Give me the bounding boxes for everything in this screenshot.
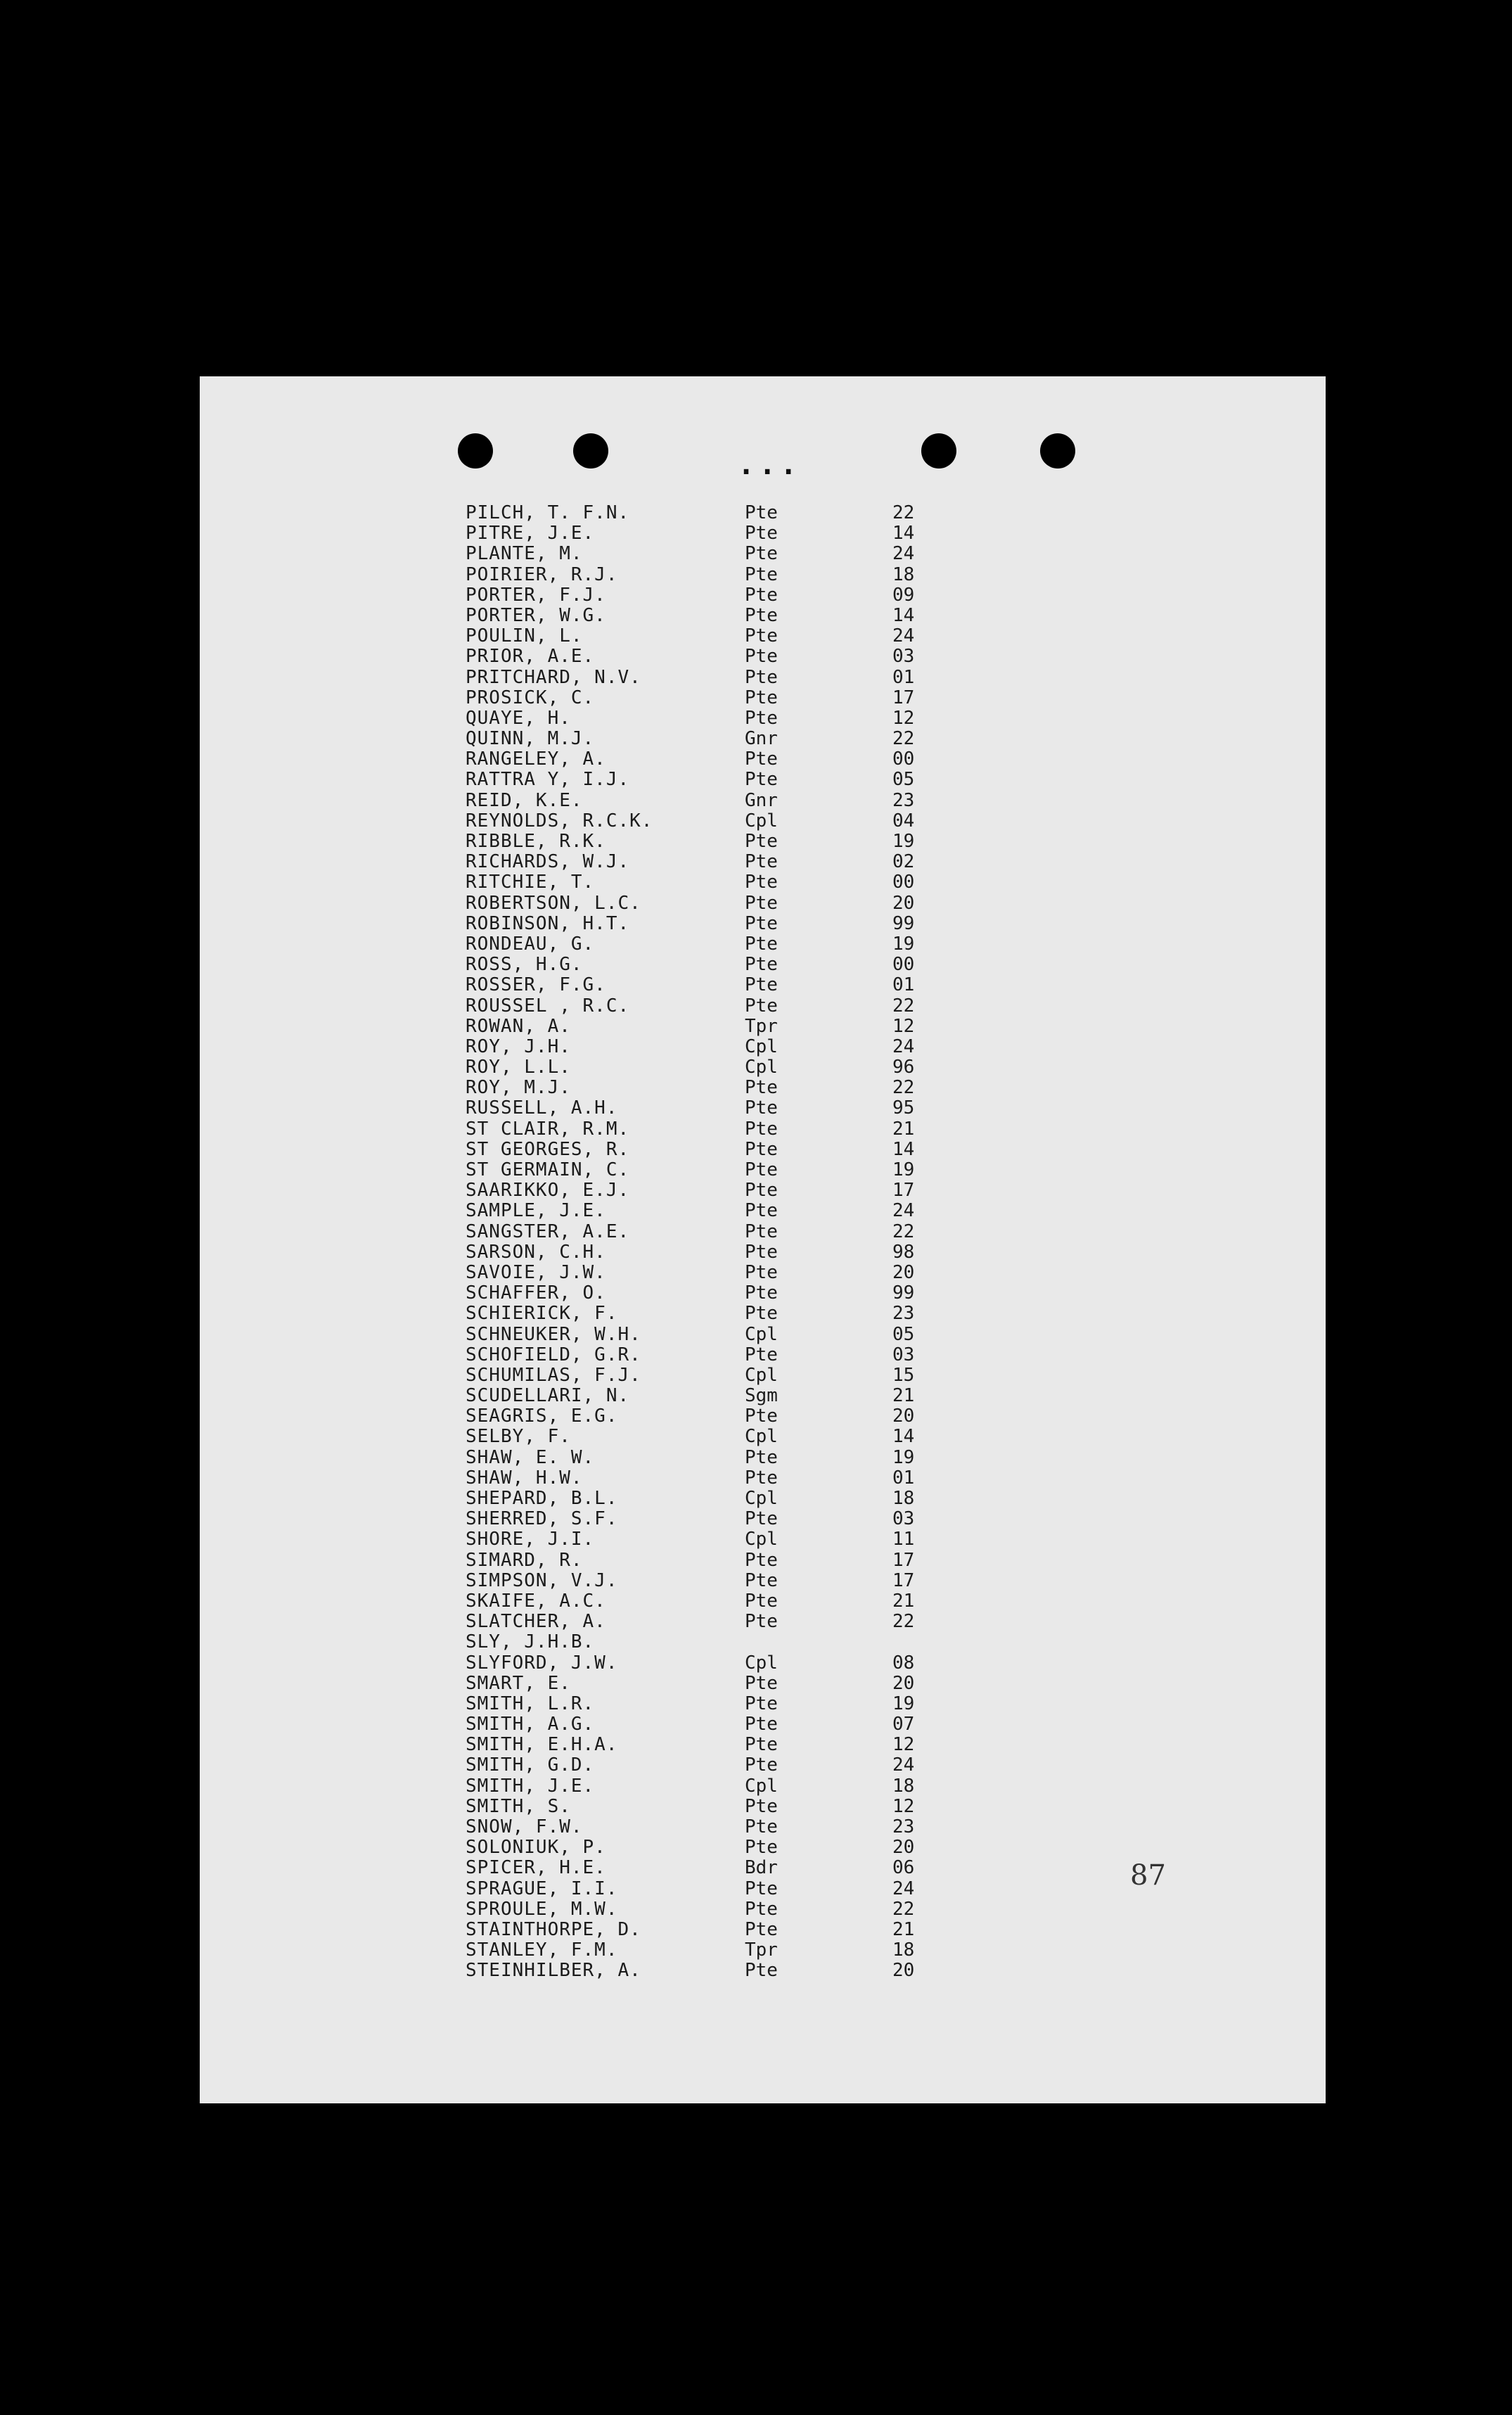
roster-row — [200, 1571, 1326, 1591]
entry-number: 09 — [892, 584, 915, 606]
roster-row — [200, 1386, 1326, 1406]
entry-rank: Pte — [745, 912, 778, 934]
entry-number: 19 — [892, 831, 915, 852]
roster-row — [200, 893, 1326, 914]
entry-name: SCHOFIELD, G.R. — [466, 1344, 641, 1365]
entry-rank: Pte — [745, 1241, 778, 1263]
entry-rank: Pte — [745, 892, 778, 914]
roster-row — [200, 1017, 1326, 1037]
entry-rank: Pte — [745, 1180, 778, 1202]
entry-number: 20 — [892, 1960, 915, 1982]
entry-name: SPICER, H.E. — [466, 1857, 606, 1879]
entry-name: RIBBLE, R.K. — [466, 831, 606, 852]
entry-number: 24 — [892, 625, 915, 647]
entry-rank: Pte — [745, 1261, 778, 1283]
entry-rank: Pte — [745, 1200, 778, 1222]
roster-row — [200, 1612, 1326, 1632]
entry-name: SMITH, A.G. — [466, 1714, 595, 1735]
entry-number: 01 — [892, 666, 915, 688]
roster-row — [200, 1427, 1326, 1447]
entry-rank: Pte — [745, 1344, 778, 1365]
entry-name: REYNOLDS, R.C.K. — [466, 810, 653, 831]
roster-row — [200, 1550, 1326, 1571]
entry-number: 99 — [892, 912, 915, 934]
roster-row — [200, 955, 1326, 975]
entry-number: 19 — [892, 1159, 915, 1180]
entry-number: 12 — [892, 1015, 915, 1037]
roster-row — [200, 646, 1326, 667]
entry-name: RUSSELL, A.H. — [466, 1097, 618, 1119]
roster-row — [200, 996, 1326, 1017]
entry-rank: Pte — [745, 1754, 778, 1776]
entry-rank: Pte — [745, 1611, 778, 1633]
entry-name: SIMARD, R. — [466, 1549, 583, 1571]
entry-name: PILCH, T. F.N. — [466, 502, 630, 523]
entry-number: 20 — [892, 1837, 915, 1859]
entry-rank: Pte — [745, 646, 778, 668]
entry-rank: Pte — [745, 1878, 778, 1899]
entry-name: ROWAN, A. — [466, 1015, 571, 1037]
entry-name: RITCHIE, T. — [466, 872, 595, 893]
entry-rank: Cpl — [745, 1529, 778, 1550]
page-number: 87 — [1130, 1859, 1166, 1892]
entry-number: 21 — [892, 1918, 915, 1940]
entry-name: SHAW, E. W. — [466, 1446, 595, 1468]
entry-rank: Pte — [745, 563, 778, 585]
entry-rank: Pte — [745, 707, 778, 729]
entry-rank: Pte — [745, 625, 778, 647]
roster-row — [200, 729, 1326, 749]
entry-rank: Pte — [745, 523, 778, 544]
entry-number: 12 — [892, 707, 915, 729]
document-page — [200, 376, 1326, 2103]
roster-row — [200, 749, 1326, 770]
entry-number: 07 — [892, 1714, 915, 1735]
roster-row — [200, 1489, 1326, 1509]
roster-row — [200, 1242, 1326, 1263]
entry-rank: Pte — [745, 1837, 778, 1859]
entry-name: SHEPARD, B.L. — [466, 1488, 618, 1509]
roster-row — [200, 791, 1326, 811]
entry-rank: Pte — [745, 769, 778, 791]
entry-number: 24 — [892, 1036, 915, 1057]
entry-number: 22 — [892, 1611, 915, 1633]
roster-row — [200, 1365, 1326, 1386]
entry-rank: Cpl — [745, 1775, 778, 1797]
roster-row — [200, 1037, 1326, 1057]
entry-number: 19 — [892, 933, 915, 955]
entry-name: SEAGRIS, E.G. — [466, 1406, 618, 1427]
entry-number: 24 — [892, 543, 915, 565]
entry-rank: Pte — [745, 1303, 778, 1325]
entry-name: SMITH, E.H.A. — [466, 1734, 618, 1756]
entry-rank: Pte — [745, 1549, 778, 1571]
entry-number: 22 — [892, 995, 915, 1017]
roster-row — [200, 1961, 1326, 1981]
roster-row — [200, 1509, 1326, 1529]
entry-name: SNOW, F.W. — [466, 1816, 583, 1837]
entry-number: 00 — [892, 748, 915, 770]
entry-rank: Pte — [745, 974, 778, 996]
entry-name: SCHIERICK, F. — [466, 1303, 618, 1325]
entry-number: 98 — [892, 1241, 915, 1263]
entry-number: 21 — [892, 1118, 915, 1140]
entry-number: 00 — [892, 872, 915, 893]
entry-number: 22 — [892, 1221, 915, 1242]
entry-rank: Cpl — [745, 1488, 778, 1509]
entry-number: 14 — [892, 604, 915, 626]
roster-row — [200, 1057, 1326, 1078]
entry-rank: Pte — [745, 1816, 778, 1837]
entry-name: PITRE, J.E. — [466, 523, 595, 544]
roster-row — [200, 1448, 1326, 1468]
entry-name: ST CLAIR, R.M. — [466, 1118, 630, 1140]
roster-row — [200, 1940, 1326, 1961]
entry-name: QUAYE, H. — [466, 707, 571, 729]
entry-number: 23 — [892, 1816, 915, 1837]
entry-name: PORTER, W.G. — [466, 604, 606, 626]
roster-row — [200, 626, 1326, 646]
roster-row — [200, 1653, 1326, 1674]
roster-row — [200, 1201, 1326, 1221]
entry-number: 14 — [892, 523, 915, 544]
roster-row — [200, 523, 1326, 544]
entry-rank: Pte — [745, 1282, 778, 1304]
entry-rank: Pte — [745, 1406, 778, 1427]
roster-row — [200, 1304, 1326, 1324]
entry-name: PROSICK, C. — [466, 687, 595, 708]
entry-name: SLATCHER, A. — [466, 1611, 606, 1633]
roster-row — [200, 1920, 1326, 1940]
entry-name: ROSS, H.G. — [466, 954, 583, 976]
entry-rank: Pte — [745, 851, 778, 873]
entry-number: 21 — [892, 1385, 915, 1407]
roster-row — [200, 1468, 1326, 1489]
roster-row — [200, 1735, 1326, 1755]
entry-rank: Pte — [745, 1446, 778, 1468]
roster-row — [200, 1283, 1326, 1304]
punch-hole — [921, 433, 956, 469]
entry-number: 19 — [892, 1693, 915, 1714]
roster-row — [200, 1345, 1326, 1365]
entry-number: 96 — [892, 1057, 915, 1078]
entry-number: 95 — [892, 1097, 915, 1119]
roster-row — [200, 1899, 1326, 1920]
entry-number: 20 — [892, 1672, 915, 1694]
roster-row — [200, 1797, 1326, 1817]
entry-number: 24 — [892, 1754, 915, 1776]
roster-row — [200, 811, 1326, 831]
roster-row — [200, 1098, 1326, 1119]
entry-name: SMITH, J.E. — [466, 1775, 595, 1797]
entry-rank: Cpl — [745, 1426, 778, 1448]
entry-name: ROBINSON, H.T. — [466, 912, 630, 934]
entry-name: SOLONIUK, P. — [466, 1837, 606, 1859]
entry-name: PRIOR, A.E. — [466, 646, 595, 668]
roster-row — [200, 1632, 1326, 1652]
entry-number: 15 — [892, 1364, 915, 1386]
entry-name: POULIN, L. — [466, 625, 583, 647]
entry-rank: Pte — [745, 1569, 778, 1591]
entry-name: SCHUMILAS, F.J. — [466, 1364, 641, 1386]
entry-number: 01 — [892, 1467, 915, 1489]
roster-row — [200, 1119, 1326, 1140]
entry-number: 04 — [892, 810, 915, 831]
entry-name: SAMPLE, J.E. — [466, 1200, 606, 1222]
entry-name: ROUSSEL , R.C. — [466, 995, 630, 1017]
entry-number: 03 — [892, 646, 915, 668]
entry-number: 23 — [892, 1303, 915, 1325]
entry-rank: Pte — [745, 1590, 778, 1612]
entry-number: 03 — [892, 1344, 915, 1365]
entry-number: 01 — [892, 974, 915, 996]
entry-rank: Bdr — [745, 1857, 778, 1879]
entry-name: ST GERMAIN, C. — [466, 1159, 630, 1180]
roster-row — [200, 770, 1326, 790]
roster-row — [200, 831, 1326, 852]
roster-row — [200, 1591, 1326, 1612]
entry-number: 22 — [892, 502, 915, 523]
roster-row — [200, 565, 1326, 585]
entry-rank: Pte — [745, 995, 778, 1017]
punch-hole — [458, 433, 493, 469]
entry-name: SLY, J.H.B. — [466, 1631, 595, 1653]
entry-name: SAARIKKO, E.J. — [466, 1180, 630, 1202]
entry-number: 03 — [892, 1508, 915, 1530]
entry-rank: Pte — [745, 543, 778, 565]
roster-row — [200, 544, 1326, 564]
roster-row — [200, 1674, 1326, 1694]
entry-rank: Pte — [745, 604, 778, 626]
entry-number: 20 — [892, 892, 915, 914]
entry-rank: Pte — [745, 1960, 778, 1982]
entry-rank: Pte — [745, 831, 778, 852]
entry-name: SAVOIE, J.W. — [466, 1261, 606, 1283]
roster-row — [200, 852, 1326, 872]
roster-row — [200, 1837, 1326, 1858]
entry-name: RANGELEY, A. — [466, 748, 606, 770]
roster-row — [200, 1755, 1326, 1776]
entry-rank: Pte — [745, 1467, 778, 1489]
entry-number: 99 — [892, 1282, 915, 1304]
entry-rank: Cpl — [745, 1323, 778, 1345]
entry-number: 06 — [892, 1857, 915, 1879]
roster-row — [200, 872, 1326, 893]
entry-rank: Pte — [745, 1077, 778, 1099]
entry-number: 17 — [892, 1549, 915, 1571]
entry-name: SARSON, C.H. — [466, 1241, 606, 1263]
entry-number: 18 — [892, 563, 915, 585]
entry-number: 22 — [892, 728, 915, 750]
entry-rank: Pte — [745, 584, 778, 606]
entry-rank: Pte — [745, 933, 778, 955]
entry-rank: Sgm — [745, 1385, 778, 1407]
entry-name: ROY, M.J. — [466, 1077, 571, 1099]
entry-rank: Pte — [745, 954, 778, 976]
entry-name: ROY, J.H. — [466, 1036, 571, 1057]
entry-name: RICHARDS, W.J. — [466, 851, 630, 873]
header-mark: ... — [738, 449, 802, 481]
entry-name: PRITCHARD, N.V. — [466, 666, 641, 688]
entry-name: SCHAFFER, O. — [466, 1282, 606, 1304]
punch-hole — [573, 433, 608, 469]
entry-rank: Tpr — [745, 1939, 778, 1961]
entry-number: 18 — [892, 1775, 915, 1797]
entry-number: 12 — [892, 1795, 915, 1817]
entry-rank: Cpl — [745, 810, 778, 831]
entry-number: 05 — [892, 1323, 915, 1345]
entry-number: 14 — [892, 1138, 915, 1160]
roster-row — [200, 503, 1326, 523]
entry-number: 02 — [892, 851, 915, 873]
entry-number: 22 — [892, 1077, 915, 1099]
entry-name: SMITH, G.D. — [466, 1754, 595, 1776]
roster-row — [200, 688, 1326, 708]
entry-number: 17 — [892, 687, 915, 708]
entry-rank: Cpl — [745, 1036, 778, 1057]
entry-rank: Gnr — [745, 728, 778, 750]
entry-name: SMITH, L.R. — [466, 1693, 595, 1714]
roster-row — [200, 1222, 1326, 1242]
entry-name: SMITH, S. — [466, 1795, 571, 1817]
roster-row — [200, 1529, 1326, 1550]
entry-rank: Pte — [745, 748, 778, 770]
entry-name: SPRAGUE, I.I. — [466, 1878, 618, 1899]
entry-rank: Pte — [745, 1118, 778, 1140]
entry-name: ST GEORGES, R. — [466, 1138, 630, 1160]
entry-name: SHAW, H.W. — [466, 1467, 583, 1489]
entry-number: 18 — [892, 1939, 915, 1961]
entry-rank: Cpl — [745, 1364, 778, 1386]
entry-number: 20 — [892, 1406, 915, 1427]
entry-name: SMART, E. — [466, 1672, 571, 1694]
entry-rank: Pte — [745, 1508, 778, 1530]
entry-name: ROBERTSON, L.C. — [466, 892, 641, 914]
entry-number: 18 — [892, 1488, 915, 1509]
roster-row — [200, 606, 1326, 626]
entry-rank: Tpr — [745, 1015, 778, 1037]
roster-row — [200, 1406, 1326, 1427]
entry-name: SCUDELLARI, N. — [466, 1385, 630, 1407]
entry-number: 12 — [892, 1734, 915, 1756]
entry-rank: Pte — [745, 687, 778, 708]
entry-number: 14 — [892, 1426, 915, 1448]
entry-name: STANLEY, F.M. — [466, 1939, 618, 1961]
entry-name: STEINHILBER, A. — [466, 1960, 641, 1982]
entry-name: SPROULE, M.W. — [466, 1898, 618, 1920]
entry-number: 20 — [892, 1261, 915, 1283]
roster-list — [200, 503, 1326, 1982]
entry-rank: Gnr — [745, 789, 778, 811]
entry-name: ROY, L.L. — [466, 1057, 571, 1078]
roster-row — [200, 1140, 1326, 1160]
entry-name: SKAIFE, A.C. — [466, 1590, 606, 1612]
roster-row — [200, 585, 1326, 606]
roster-row — [200, 1776, 1326, 1797]
entry-rank: Pte — [745, 1898, 778, 1920]
roster-row — [200, 1078, 1326, 1098]
entry-rank: Pte — [745, 872, 778, 893]
entry-name: PLANTE, M. — [466, 543, 583, 565]
entry-number: 05 — [892, 769, 915, 791]
entry-number: 24 — [892, 1878, 915, 1899]
roster-row — [200, 1325, 1326, 1345]
entry-number: 00 — [892, 954, 915, 976]
entry-name: PORTER, F.J. — [466, 584, 606, 606]
roster-row — [200, 1694, 1326, 1714]
entry-rank: Pte — [745, 666, 778, 688]
roster-row — [200, 1263, 1326, 1283]
roster-row — [200, 1817, 1326, 1837]
entry-rank: Pte — [745, 1734, 778, 1756]
punch-hole — [1040, 433, 1075, 469]
entry-rank: Cpl — [745, 1652, 778, 1674]
entry-number: 11 — [892, 1529, 915, 1550]
entry-rank: Pte — [745, 502, 778, 523]
entry-number: 19 — [892, 1446, 915, 1468]
roster-row — [200, 934, 1326, 955]
entry-rank: Pte — [745, 1714, 778, 1735]
entry-number: 24 — [892, 1200, 915, 1222]
roster-row — [200, 708, 1326, 729]
entry-rank: Pte — [745, 1159, 778, 1180]
roster-row — [200, 975, 1326, 995]
entry-rank: Pte — [745, 1672, 778, 1694]
entry-name: POIRIER, R.J. — [466, 563, 618, 585]
roster-row — [200, 914, 1326, 934]
entry-rank: Pte — [745, 1221, 778, 1242]
entry-name: SCHNEUKER, W.H. — [466, 1323, 641, 1345]
entry-rank: Pte — [745, 1138, 778, 1160]
entry-rank: Pte — [745, 1918, 778, 1940]
entry-rank: Pte — [745, 1795, 778, 1817]
roster-row — [200, 1180, 1326, 1201]
entry-number: 22 — [892, 1898, 915, 1920]
entry-name: ROSSER, F.G. — [466, 974, 606, 996]
entry-name: SHERRED, S.F. — [466, 1508, 618, 1530]
entry-name: QUINN, M.J. — [466, 728, 595, 750]
roster-row — [200, 1160, 1326, 1180]
entry-name: SIMPSON, V.J. — [466, 1569, 618, 1591]
roster-row — [200, 668, 1326, 688]
roster-row — [200, 1714, 1326, 1735]
entry-name: SELBY, F. — [466, 1426, 571, 1448]
entry-name: SHORE, J.I. — [466, 1529, 595, 1550]
entry-number: 08 — [892, 1652, 915, 1674]
entry-name: SANGSTER, A.E. — [466, 1221, 630, 1242]
entry-number: 21 — [892, 1590, 915, 1612]
entry-rank: Pte — [745, 1097, 778, 1119]
entry-name: REID, K.E. — [466, 789, 583, 811]
entry-rank: Pte — [745, 1693, 778, 1714]
entry-name: SLYFORD, J.W. — [466, 1652, 618, 1674]
entry-name: RONDEAU, G. — [466, 933, 595, 955]
entry-number: 23 — [892, 789, 915, 811]
entry-rank: Cpl — [745, 1057, 778, 1078]
entry-number: 17 — [892, 1569, 915, 1591]
entry-number: 17 — [892, 1180, 915, 1202]
entry-name: RATTRA Y, I.J. — [466, 769, 630, 791]
entry-name: STAINTHORPE, D. — [466, 1918, 641, 1940]
